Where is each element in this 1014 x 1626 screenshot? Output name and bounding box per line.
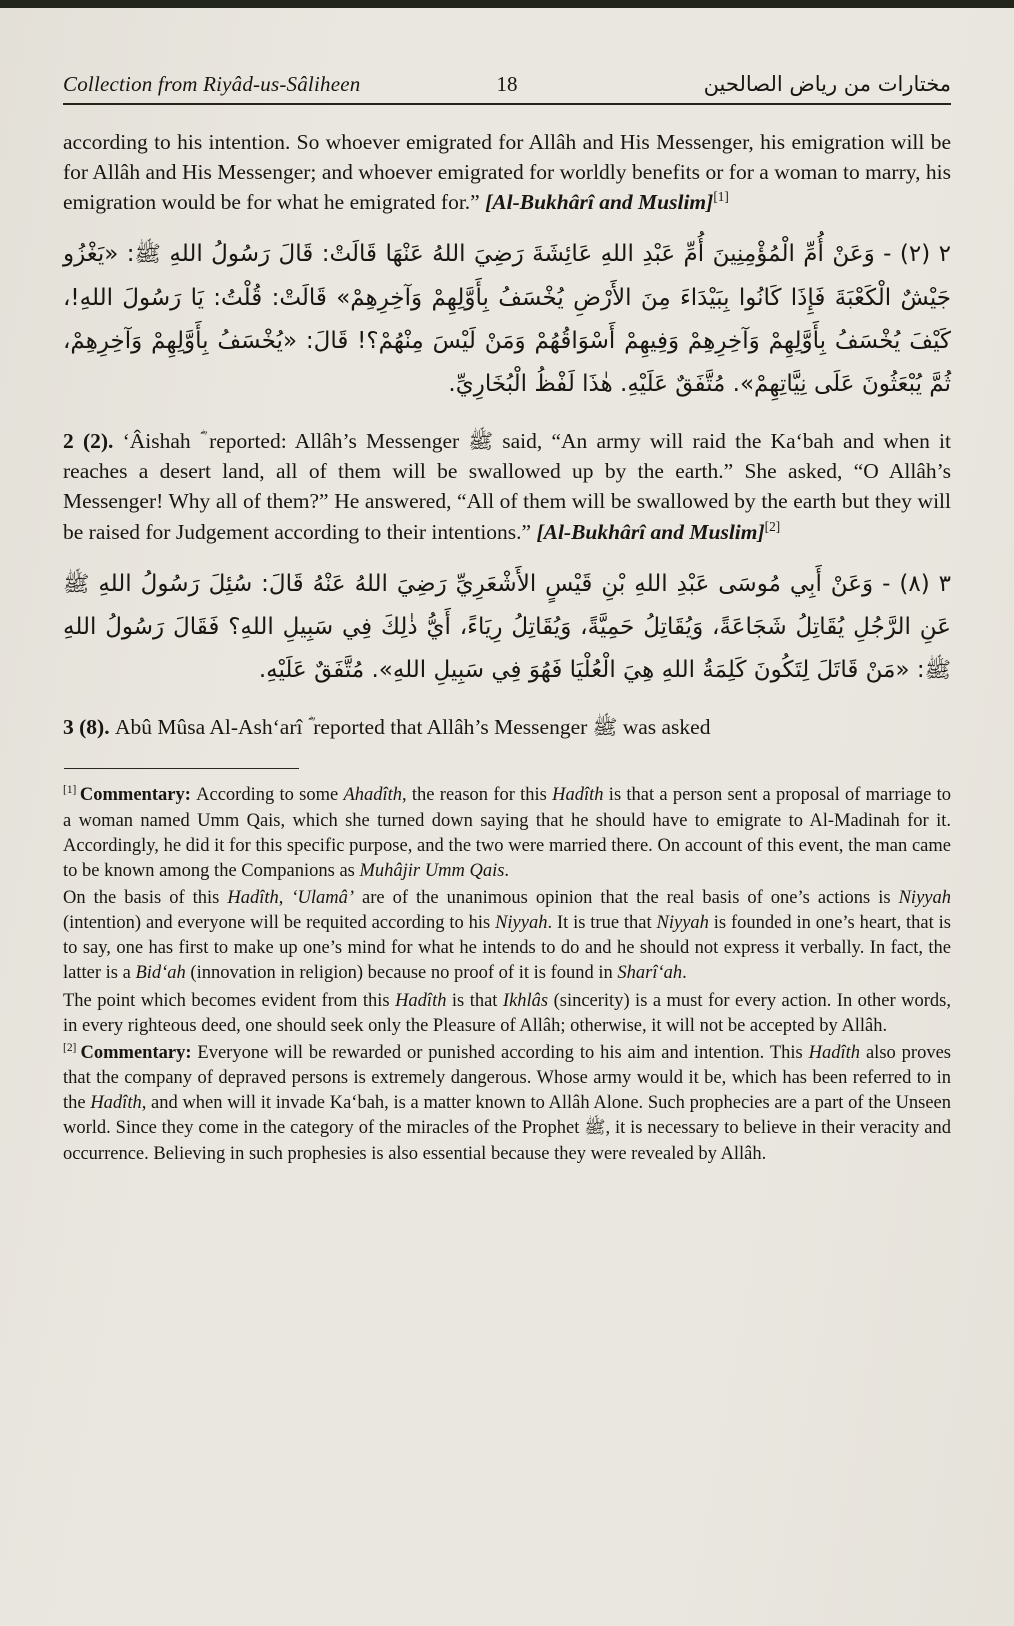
text-run: Ikhlâs <box>502 990 549 1011</box>
text-run: Hadîth <box>227 888 279 909</box>
text-run: [Al-Bukhârî and Muslim] <box>536 519 765 544</box>
hadith-2-translation <box>63 426 951 546</box>
footnote-1-paragraph-1 <box>63 783 951 884</box>
scan-edge-top <box>0 0 1014 8</box>
text-run: : «يَغْزُو جَيْشٌ الْكَعْبَةَ فَإِذَا كَانُوا بِبَيْدَاءَ مِنَ الأَرْضِ يُخْسَفُ بِأَوَّلِهِمْ وَآخِرِهِمْ» قَالَتْ: قُلْتُ: يَا رَسُولَ اللهِ!، كَيْفَ يُخْسَفُ بِأَوَّلِهِمْ وَآخِرِهِمْ وَفِيهِمْ أَسْوَاقُهُمْ وَمَنْ لَيْسَ مِنْهُمْ؟! قَالَ: «يُخْسَفُ بِأَوَّلِهِمْ وَآخِرِهِمْ، ثُمَّ يُبْعَثُونَ عَلَى نِيَّاتِهِمْ». مُتَّفَقٌ عَلَيْهِ. هٰذَا لَفْظُ الْبُخَارِيِّ. <box>63 241 951 397</box>
text-run: Hadîth <box>395 990 447 1011</box>
running-title-arabic: مختارات من رياض الصالحين <box>703 72 951 96</box>
hadith-3-arabic-text <box>63 563 951 693</box>
text-run: , it is necessary to believe in their veracity and occurrence. Believing in such prophesies is also essential because they were revealed by Allâh. <box>63 1118 952 1164</box>
footnote-2-paragraph <box>63 1041 951 1167</box>
text-run: Everyone will be rewarded or punished according to his aim and intention. This <box>197 1042 809 1063</box>
footnote-1-paragraph-2 <box>63 886 951 987</box>
text-run: Ahadîth <box>343 785 403 806</box>
text-run: reported: Allâh’s Messenger <box>199 429 469 454</box>
text-run: ‘Ulamâ’ <box>291 888 355 909</box>
text-run: ٢ (٢) - وَعَنْ أُمِّ الْمُؤْمِنِينَ أُمِّ عَبْدِ اللهِ عَائِشَةَ رَضِيَ اللهُ عَنْهَا قَالَتْ: قَالَ رَسُولُ اللهِ <box>160 241 951 268</box>
text-run: are of the unanimous opinion that the real basis of one’s actions is <box>354 888 899 909</box>
prophet-honorific-icon: ﷺ <box>63 571 90 597</box>
hadith-3-translation-start <box>63 712 951 742</box>
text-run: , <box>278 888 292 909</box>
text-run: Niyyah <box>656 913 709 934</box>
text-run: (intention) and everyone will be requited according to his <box>63 913 496 934</box>
text-run: . <box>504 860 510 881</box>
text-run: ‘Âishah <box>122 429 200 454</box>
prophet-honorific-icon: ﷺ <box>592 715 618 740</box>
footnotes-section <box>63 783 951 1166</box>
text-run: عَنِ الرَّجُلِ يُقَاتِلُ شَجَاعَةً، وَيُقَاتِلُ حَمِيَّةً، وَيُقَاتِلُ رِيَاءً، أَيُّ ذٰلِكَ فِي سَبِيلِ اللهِ؟ فَقَالَ رَسُولُ اللهِ <box>63 613 951 640</box>
hadith-2-arabic-text <box>63 233 951 406</box>
prophet-honorific-icon: ﷺ <box>584 1118 606 1139</box>
text-run: Hadîth <box>808 1042 861 1063</box>
text-run: Hadîth <box>90 1093 142 1114</box>
text-run: Hadîth <box>552 785 604 806</box>
prophet-honorific-icon: ﷺ <box>468 429 494 454</box>
footnote-1-paragraph-3 <box>63 989 951 1039</box>
page-number: 18 <box>496 72 518 96</box>
text-run: . <box>682 963 687 984</box>
text-run: (sincerity) is a must for every action. In other words, in every righteous deed, one should seek only the Pleasure of Allâh; otherwise, it will not be accepted by Allâh. <box>63 990 951 1036</box>
text-run: (innovation in religion) because no proof of it is found in <box>185 963 618 984</box>
text-run: Abû Mûsa Al-Ash‘arî <box>114 715 308 740</box>
text-run: [Al-Bukhârî and Muslim] <box>485 190 714 215</box>
text-run: [1] <box>63 784 80 797</box>
text-run: According to some <box>196 785 344 806</box>
prophet-honorific-icon: ﷺ <box>924 658 951 684</box>
text-run: is founded in one’s heart, that is to say, one has first to make up one’s mind for what he intends to do and he should not express it verbally. In fact, the latter is a <box>63 913 951 984</box>
text-run: , and when will it invade Ka‘bah, is a matter known to Allâh Alone. Such prophecies are a part of the Unseen world. Since they come in the category of the miracles of the Prophet <box>63 1093 951 1139</box>
text-run: Niyyah <box>495 913 548 934</box>
text-run: 2 (2). <box>63 429 123 454</box>
text-run: was asked <box>617 715 711 740</box>
header-rule <box>63 103 951 105</box>
text-run: Muhâjir Umm Qais <box>359 860 505 881</box>
text-run: [1] <box>713 189 729 205</box>
text-run: : «مَنْ قَاتَلَ لِتَكُونَ كَلِمَةُ اللهِ هِيَ الْعُلْيَا فَهُوَ فِي سَبِيلِ اللهِ». مُتَّفَقٌ عَلَيْهِ. <box>258 657 925 684</box>
text-run: is that <box>446 990 503 1011</box>
text-run: Commentary: <box>80 1042 198 1063</box>
text-run: ٣ (٨) - وَعَنْ أَبِي مُوسَى عَبْدِ اللهِ بْنِ قَيْسٍ الأَشْعَرِيِّ رَضِيَ اللهُ عَنْهُ قَالَ: سُئِلَ رَسُولُ اللهِ <box>89 570 951 597</box>
text-run: Bid‘ah <box>135 963 186 984</box>
text-run: Sharî‘ah <box>617 963 683 984</box>
prophet-honorific-icon: ﷺ <box>134 242 161 268</box>
footnote-divider <box>64 768 299 769</box>
text-run: On the basis of this <box>63 888 228 909</box>
text-run: , the reason for this <box>402 785 553 806</box>
text-run: [2] <box>63 1041 81 1054</box>
text-run: Commentary: <box>79 785 197 806</box>
page-header <box>63 72 951 97</box>
text-run: [2] <box>764 518 781 534</box>
text-run: Niyyah <box>898 888 951 909</box>
text-run: also proves that the company of depraved persons is extremely dangerous. Whose army would it be, which has been referred to in the <box>63 1042 951 1114</box>
running-title-english: Collection from Riyâd-us-Sâliheen <box>63 72 361 96</box>
hadith-1-translation-end <box>63 127 951 217</box>
page-body <box>63 127 951 742</box>
text-run: . It is true that <box>547 913 657 934</box>
text-run: said, “An army will raid the Ka‘bah and when it reaches a desert land, all of them will be swallowed up by the earth.” She asked, “O Allâh’s Messenger! Why all of them?” He answered, “All of them will be swallowed by the earth but they will be raised for Judgement according to their intentions.” <box>63 429 951 544</box>
text-run: according to his intention. So whoever emigrated for Allâh and His Messenger, his emigration will be for Allâh and His Messenger; and whoever emigrated for worldly benefits or for a woman to marry, his emigration would be for what he emigrated for.” <box>63 130 951 215</box>
text-run: reported that Allâh’s Messenger <box>307 715 593 740</box>
text-run: 3 (8). <box>63 715 115 740</box>
text-run: is that a person sent a proposal of marriage to a woman named Umm Qais, which she turned down saying that he should have to emigrate to Al-Madinah for it. Accordingly, he did it for this specific purpose, and the two were married there. On account of this event, the man came to be known among the Companions as <box>63 785 952 881</box>
text-run: The point which becomes evident from this <box>63 990 396 1011</box>
